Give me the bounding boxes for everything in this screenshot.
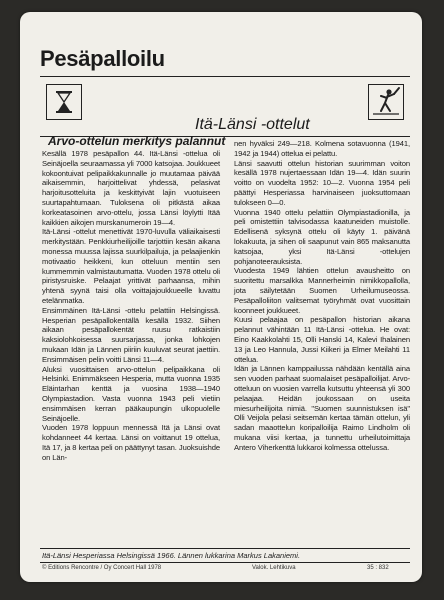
right-column [234,139,410,453]
paragraph: nen hyväksi 249—218. Kolmena sotavuonna (1941, 1942 ja 1944) ottelua ei pelattu. [234,139,410,158]
top-divider [40,76,410,77]
photo-credit: Valok. Lehtikuva [252,565,296,571]
copyright-text: © Editions Rencontre / Oy Concert Hall 1978 [42,565,162,571]
card-subtitle: Itä-Länsi -ottelut [195,116,310,133]
paragraph: Ensimmäinen Itä-Länsi -ottelu pelattiin Helsingissä. Hesperian pesäpallokentällä kesällä 1932. Siihen aikaan pesäpallokentät ruusu ratkaistiin kaksiolohkoisessa suursarjassa, jonka lohkojen mukaan Idän ja Lännen piiriin kuuluvat seurat jaettiin. Ensimmäisen pelin voitti Länsi 11—4. [42,305,220,364]
left-column [42,149,220,463]
paragraph: Itä-Länsi -ottelut menettivät 1970-luvulla väliaikaisesti merkitystään. Penkkiurheilijoille tarjottiin kesän aikana monessa muussa lajissa suurkilpailuja, ja pelaajienkin motivaatio heikkeni, kun otteluun mentiin sen kummemmin valmistautumatta. Vuoden 1978 ottelu oli piristysruiske. Pelaajat yrittivät parhaansa, mihin yhtenä syynä taisi olla voittajajoukkueelle luvattu etelänmatka. [42,227,220,305]
sports-card [20,12,422,582]
paragraph: Idän ja Lännen kamppailussa nähdään kentällä aina sen vuoden parhaat suomalaiset pesäpalloilijat. Arvo-otteluun on vuosien varrella kutsuttu yhteensä yli 300 pelaajaa. Heidän joukossaan on useita miesurheilijoita nimiä. "Suomen suunnistuksen isä" Olli Veijola pelasi seitsemän kertaa tämän ottelun, yli sadan maaottelun koripalloilija Raimo Lindholm oli mukana viisi kertaa, ja tunnettu urheilutoimittaja Antero Viherkenttä lukkaroi kolmessa ottelussa. [234,364,410,452]
section-title: Arvo-ottelun merkitys palannut [48,134,226,148]
footer-divider [40,562,410,563]
paragraph: Aluksi vuosittaisen arvo-ottelun pelipaikkana oli Helsinki. Enimmäkseen Hesperia, mutta vuonna 1935 Eläintarhan kenttä ja vuosina 1938—1940 Olympiastadion. Vasta vuonna 1943 peli vietiin ensimmäisen kerran pääkaupungin ulkopuolelle Seinäjoelle. [42,364,220,423]
photo-caption: Itä-Länsi Hesperiassa Helsingissä 1966. Lännen lukkarina Markus Lakaniemi. [42,551,301,560]
pesapallo-batter-icon [368,84,404,120]
paragraph: Kuusi pelaajaa on pesäpallon historian aikana pelannut vähintään 11 Itä-Länsi -ottelua. He ovat: Eino Kaakkolahti 15, Olli Hanski 14, Kalevi Ihalainen 13 ja Leo Hannula, Jussi Kiikeri ja Elmer Meilahti 11 ottelua. [234,315,410,364]
paragraph: Länsi saavutti ottelun historian suurimman voiton kesällä 1978 nujertaessaan Idän 19—4. Idän suurin voitto on vuodelta 1952: 10—2. Vuonna 1954 peli päättyi Hesperiassa harvinaiseen juoksuttomaan tulokseen 0—0. [234,158,410,207]
card-title: Pesäpalloilu [40,46,165,71]
paragraph: Vuonna 1940 ottelu pelattiin Olympiastadionilla, ja peli omistettiin talvisodassa kaatuneiden muistolle. Edellisenä syksynä ottelu oli käyty 1. päivänä lokakuuta, ja sihen oli saapunut vain 865 maksanutta katsojaa, yksi Itä-Länsi -ottelujen pohjanoteerauksista. [234,207,410,266]
paragraph: Vuoden 1978 loppuun mennessä Itä ja Länsi ovat kohdanneet 44 kertaa. Länsi on voittanut 19 ottelua, Itä 17, ja 8 kertaa peli on päättynyt tasan. Juoksuishde on Län- [42,423,220,462]
paragraph: Vuodesta 1949 lähtien ottelun avausheitto on suoritettu marsalkka Mannerheimin nimikkopallolla, jota säilytetään Suomen Urheilumuseossa. Pesäpalloliiton valitsemat työryhmät ovat vuosittain koonneet joukkueet. [234,266,410,315]
card-number: 35 : 832 [367,565,389,571]
caption-divider [40,548,410,549]
paragraph: Kesällä 1978 pesäpallon 44. Itä-Länsi -ottelua oli Seinäjoella seuraamassa yli 7000 katsojaa. Joukkueet kokoontuivat pelipaikkakunnalle jo muutamaa päivää aikaisemmin, harjoittelivat yhdessä, pelasivat harjoitusotteluita ja keskittyivät lajin vuotuiseen suurtapahtumaan. Tuloksena oli pitkästä aikaa korkeatasoinen arvo-ottelu, jossa Länsi löylytti Itää kaikkien aikojen murskanumeroin 19—4. [42,149,220,227]
hourglass-icon [46,84,82,120]
